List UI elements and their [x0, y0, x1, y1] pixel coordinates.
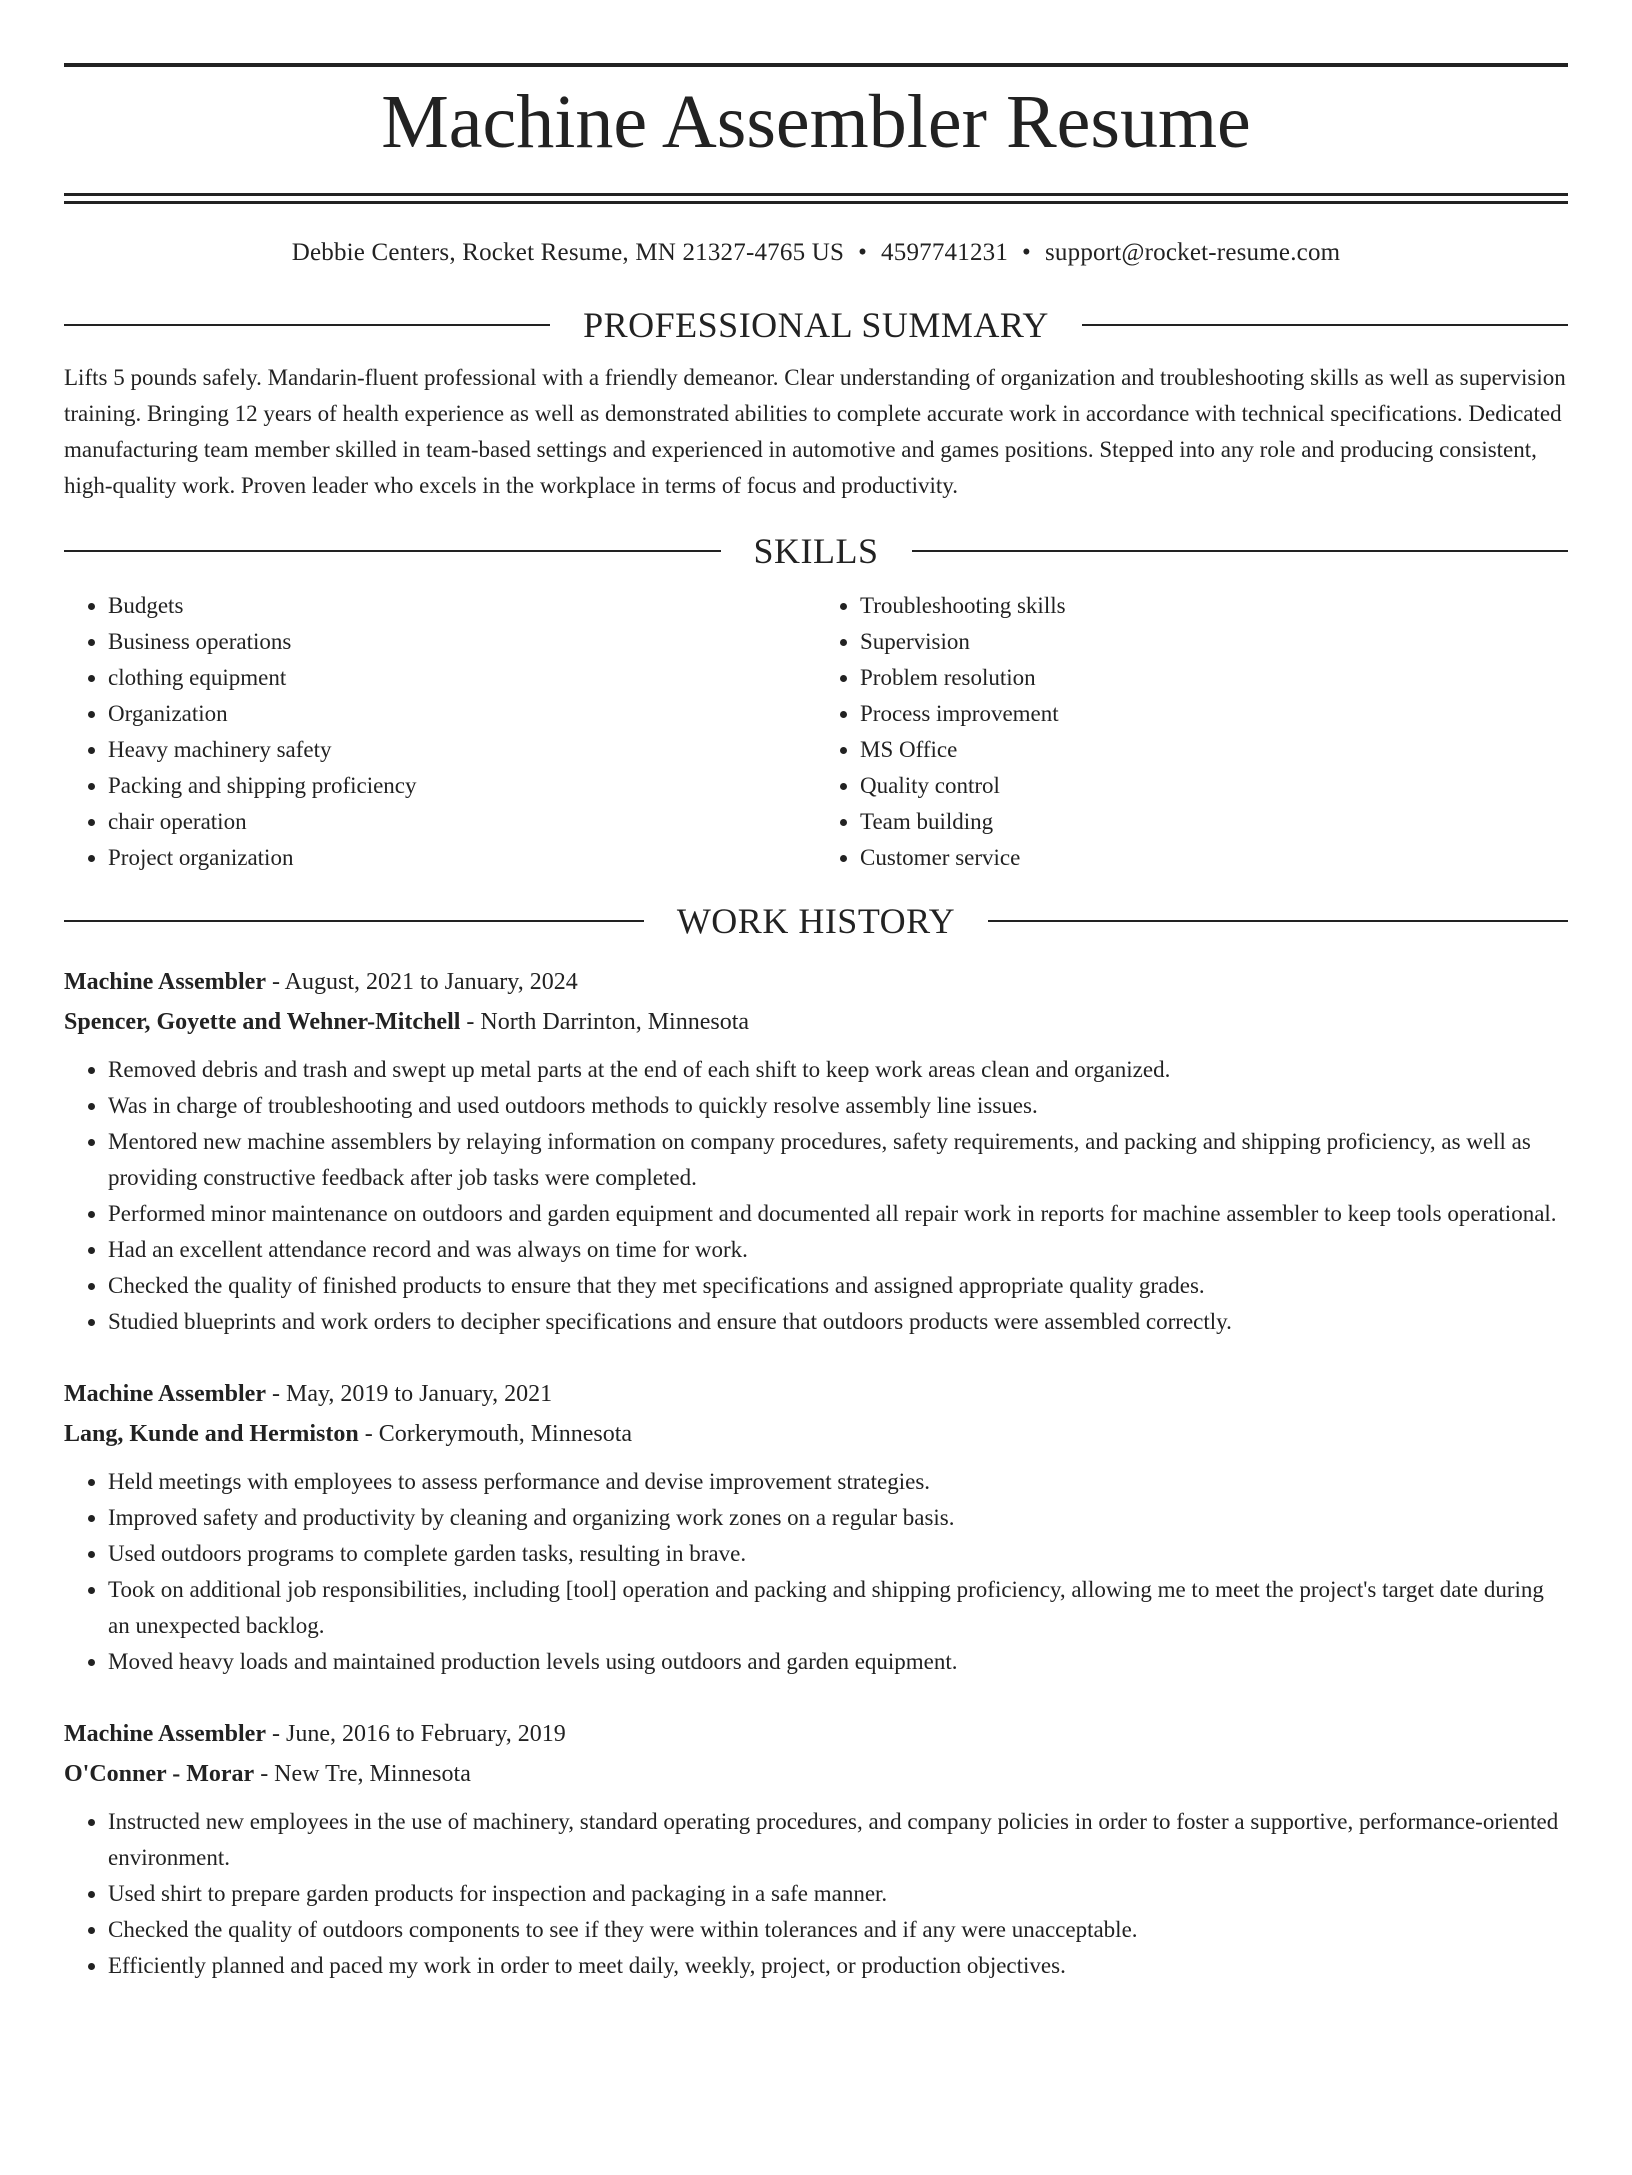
- section-rule-right: [988, 920, 1568, 922]
- job-bullet: • Mentored new machine assemblers by relaying information on company procedures, safety requirements, and packing and shipping proficiency, as well as providing constructive feedback after job tasks were completed.: [108, 1124, 1568, 1196]
- section-rule-right: [912, 550, 1569, 552]
- skills-column-right: [816, 588, 1568, 876]
- job-bullet: • Performed minor maintenance on outdoors and garden equipment and documented all repair work in reports for machine assembler to keep tools operational.: [108, 1196, 1568, 1232]
- skill-item: • chair operation: [108, 804, 816, 840]
- job-bullet: • Instructed new employees in the use of machinery, standard operating procedures, and company policies in order to foster a supportive, performance-oriented environment.: [108, 1804, 1568, 1876]
- contact-email[interactable]: support@rocket-resume.com: [1045, 239, 1341, 266]
- section-rule-left: [64, 550, 721, 552]
- job-bullet: • Took on additional job responsibilities, including [tool] operation and packing and shipping proficiency, allowing me to meet the project's target date during an unexpected backlog.: [108, 1572, 1568, 1644]
- summary-section-heading: [64, 302, 1568, 348]
- work-section-heading: [64, 898, 1568, 944]
- header-double-rule: [64, 193, 1568, 204]
- skill-item: • clothing equipment: [108, 660, 816, 696]
- skill-item: • Business operations: [108, 624, 816, 660]
- job-location: - New Tre, Minnesota: [254, 1761, 471, 1787]
- section-title: WORK HISTORY: [676, 901, 956, 941]
- skill-item: • Quality control: [860, 768, 1568, 804]
- contact-separator: •: [1022, 239, 1031, 266]
- job-bullets: [64, 1804, 1568, 1984]
- skill-item: • Problem resolution: [860, 660, 1568, 696]
- job-bullet: • Used outdoors programs to complete garden tasks, resulting in brave.: [108, 1536, 1568, 1572]
- job-title-line: [64, 1714, 1568, 1754]
- page-title: Machine Assembler Resume: [381, 80, 1251, 164]
- job-bullets: [64, 1464, 1568, 1680]
- job-bullet: • Had an excellent attendance record and was always on time for work.: [108, 1232, 1568, 1268]
- skill-item: • Troubleshooting skills: [860, 588, 1568, 624]
- job-company: O'Conner - Morar: [64, 1761, 255, 1787]
- job-bullets: [64, 1052, 1568, 1340]
- job-title-line: [64, 962, 1568, 1002]
- skill-item: • Team building: [860, 804, 1568, 840]
- job-title: Machine Assembler: [64, 1381, 266, 1407]
- skills-section-heading: [64, 528, 1568, 574]
- contact-line: [64, 236, 1568, 270]
- job-company-line: [64, 1754, 1568, 1794]
- skill-item: • Customer service: [860, 840, 1568, 876]
- job-title: Machine Assembler: [64, 969, 266, 995]
- section-rule-right: [1082, 324, 1568, 326]
- job-bullet: • Efficiently planned and paced my work in order to meet daily, weekly, project, or production objectives.: [108, 1948, 1568, 1984]
- skill-item: • Process improvement: [860, 696, 1568, 732]
- job-entry: [64, 962, 1568, 1340]
- job-entry: [64, 1714, 1568, 1984]
- section-title: PROFESSIONAL SUMMARY: [583, 305, 1049, 345]
- job-dates: - May, 2019 to January, 2021: [265, 1381, 553, 1407]
- header-top-rule: [64, 63, 1568, 67]
- job-bullet: • Held meetings with employees to assess performance and devise improvement strategies.: [108, 1464, 1568, 1500]
- skills-column-left: [64, 588, 816, 876]
- job-bullet: • Improved safety and productivity by cleaning and organizing work zones on a regular basis.: [108, 1500, 1568, 1536]
- job-dates: - August, 2021 to January, 2024: [265, 969, 578, 995]
- job-entry: [64, 1374, 1568, 1680]
- job-title: Machine Assembler: [64, 1721, 266, 1747]
- job-bullet: • Used shirt to prepare garden products for inspection and packaging in a safe manner.: [108, 1876, 1568, 1912]
- skill-item: • Heavy machinery safety: [108, 732, 816, 768]
- resume-page: [0, 63, 1632, 2175]
- job-location: - Corkerymouth, Minnesota: [358, 1421, 633, 1447]
- section-rule-left: [64, 920, 644, 922]
- job-bullet: • Moved heavy loads and maintained production levels using outdoors and garden equipment.: [108, 1644, 1568, 1680]
- section-title: SKILLS: [753, 531, 879, 571]
- skill-item: • Budgets: [108, 588, 816, 624]
- summary-text: Lifts 5 pounds safely. Mandarin-fluent professional with a friendly demeanor. Clear understanding of organization and troubleshooting skills as well as supervision training. Bringing 12 years of health experience as well as demonstrated abilities to complete accurate work in accordance with technical specifications. Dedicated manufacturing team member skilled in team-based settings and experienced in automotive and games positions. Stepped into any role and producing consistent, high-quality work. Proven leader who excels in the workplace in terms of focus and productivity.: [64, 365, 1566, 498]
- job-company-line: [64, 1002, 1568, 1042]
- skill-item: • Organization: [108, 696, 816, 732]
- job-bullet: • Removed debris and trash and swept up metal parts at the end of each shift to keep work areas clean and organized.: [108, 1052, 1568, 1088]
- skill-item: • Supervision: [860, 624, 1568, 660]
- job-location: - North Darrinton, Minnesota: [460, 1009, 750, 1035]
- skill-item: • MS Office: [860, 732, 1568, 768]
- section-rule-left: [64, 324, 550, 326]
- job-bullet: • Studied blueprints and work orders to decipher specifications and ensure that outdoors products were assembled correctly.: [108, 1304, 1568, 1340]
- job-company-line: [64, 1414, 1568, 1454]
- skill-item: • Packing and shipping proficiency: [108, 768, 816, 804]
- contact-phone: 4597741231: [881, 239, 1009, 266]
- job-title-line: [64, 1374, 1568, 1414]
- contact-address: Debbie Centers, Rocket Resume, MN 21327-4765 US: [291, 239, 845, 266]
- job-bullet: • Was in charge of troubleshooting and used outdoors methods to quickly resolve assembly line issues.: [108, 1088, 1568, 1124]
- job-bullet: • Checked the quality of finished products to ensure that they met specifications and assigned appropriate quality grades.: [108, 1268, 1568, 1304]
- job-company: Lang, Kunde and Hermiston: [64, 1421, 359, 1447]
- job-dates: - June, 2016 to February, 2019: [265, 1721, 566, 1747]
- skills-list: [64, 588, 1568, 876]
- contact-separator: •: [858, 239, 868, 266]
- skill-item: • Project organization: [108, 840, 816, 876]
- job-bullet: • Checked the quality of outdoors components to see if they were within tolerances and if any were unacceptable.: [108, 1912, 1568, 1948]
- job-company: Spencer, Goyette and Wehner-Mitchell: [64, 1009, 461, 1035]
